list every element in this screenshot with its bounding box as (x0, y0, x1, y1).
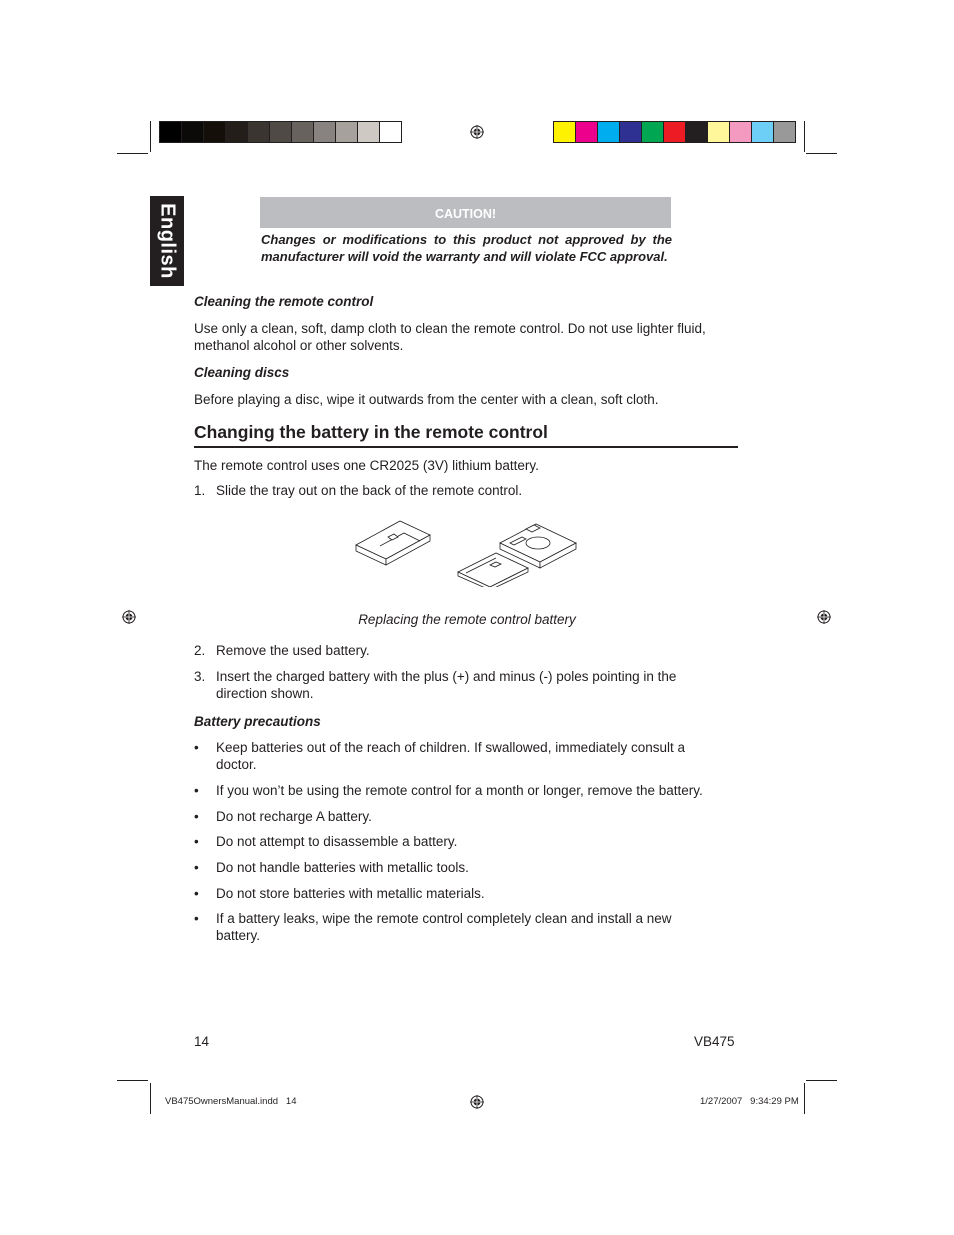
battery-intro: The remote control uses one CR2025 (3V) lithium battery. (194, 458, 539, 473)
color-swatch (314, 122, 336, 142)
color-swatch (686, 122, 708, 142)
crop-mark (117, 153, 148, 154)
crop-mark (804, 121, 805, 152)
list-item-text: Do not handle batteries with metallic tools. (216, 860, 469, 875)
list-item-text: Keep batteries out of the reach of children. If swallowed, immediately consult a doctor. (216, 740, 685, 772)
list-item-text: If a battery leaks, wipe the remote control completely clean and install a new battery. (216, 911, 672, 943)
crop-mark (150, 1083, 151, 1114)
registration-mark-icon (122, 610, 136, 624)
list-item-text: Do not recharge A battery. (216, 809, 372, 824)
color-swatch (708, 122, 730, 142)
list-item (194, 885, 734, 902)
color-swatch (554, 122, 576, 142)
caution-heading-text: CAUTION! (434, 206, 497, 221)
caution-text: Changes or modifications to this product not approved by the manufacturer will void the warranty and will violate FCC approval. (261, 232, 672, 264)
battery-tray-illustration (350, 515, 582, 587)
color-swatch (292, 122, 314, 142)
bullet: • (194, 886, 199, 901)
color-swatch (752, 122, 774, 142)
color-swatch (774, 122, 795, 142)
color-swatch (730, 122, 752, 142)
cleaning-remote-heading: Cleaning the remote control (194, 294, 374, 309)
cleaning-discs-text: Before playing a disc, wipe it outwards from the center with a clean, soft cloth. (194, 392, 659, 407)
cleaning-remote-text: Use only a clean, soft, damp cloth to clean the remote control. Do not use lighter fluid, methanol alcohol or other solvents. (194, 321, 706, 353)
list-item-text: If you won’t be using the remote control for a month or longer, remove the battery. (216, 783, 703, 798)
bullet: • (194, 834, 199, 849)
step-number: 2. (194, 643, 206, 658)
bullet: • (194, 783, 199, 798)
registration-mark-icon (470, 125, 484, 139)
color-swatch (160, 122, 182, 142)
grayscale-color-bar (159, 121, 402, 143)
color-swatch (248, 122, 270, 142)
caution-heading (260, 197, 671, 228)
bullet: • (194, 911, 199, 926)
step-text: Insert the charged battery with the plus (+) and minus (-) poles pointing in the direction shown. (216, 669, 677, 701)
step-item (194, 668, 704, 702)
color-swatch (598, 122, 620, 142)
step-text: Slide the tray out on the back of the remote control. (216, 483, 523, 498)
color-swatch (620, 122, 642, 142)
color-swatch (270, 122, 292, 142)
color-swatch (182, 122, 204, 142)
color-swatch (336, 122, 358, 142)
list-item (194, 808, 734, 825)
language-tab (150, 196, 184, 286)
step-item (194, 642, 734, 659)
bullet: • (194, 740, 199, 755)
color-swatch (380, 122, 401, 142)
bullet: • (194, 860, 199, 875)
slug-filename: VB475OwnersManual.indd 14 (165, 1096, 297, 1107)
list-item (194, 782, 734, 799)
crop-mark (804, 1083, 805, 1114)
step-text: Remove the used battery. (216, 643, 370, 658)
color-swatch (642, 122, 664, 142)
step-number: 3. (194, 669, 206, 684)
color-swatch (664, 122, 686, 142)
list-item (194, 859, 734, 876)
registration-mark-icon (817, 610, 831, 624)
list-item (194, 833, 734, 850)
step-item (194, 482, 734, 499)
model-number: VB475 (694, 1034, 735, 1049)
cleaning-discs-heading: Cleaning discs (194, 365, 290, 380)
list-item (194, 910, 714, 944)
crop-mark (806, 153, 837, 154)
color-swatch (226, 122, 248, 142)
crop-mark (117, 1080, 148, 1081)
list-item-text: Do not attempt to disassemble a battery. (216, 834, 458, 849)
color-swatch (358, 122, 380, 142)
list-item (194, 739, 714, 773)
color-swatch (204, 122, 226, 142)
language-tab-label: English (156, 203, 179, 279)
bullet: • (194, 809, 199, 824)
crop-mark (150, 121, 151, 152)
registration-mark-icon (470, 1095, 484, 1109)
crop-mark (806, 1080, 837, 1081)
slug-timestamp: 1/27/2007 9:34:29 PM (700, 1096, 799, 1107)
precautions-heading: Battery precautions (194, 714, 321, 729)
list-item-text: Do not store batteries with metallic materials. (216, 886, 485, 901)
page-number: 14 (194, 1034, 210, 1049)
process-color-bar (553, 121, 796, 143)
color-swatch (576, 122, 598, 142)
section-title: Changing the battery in the remote control (194, 422, 738, 448)
step-number: 1. (194, 483, 206, 498)
figure-caption: Replacing the remote control battery (358, 612, 576, 627)
